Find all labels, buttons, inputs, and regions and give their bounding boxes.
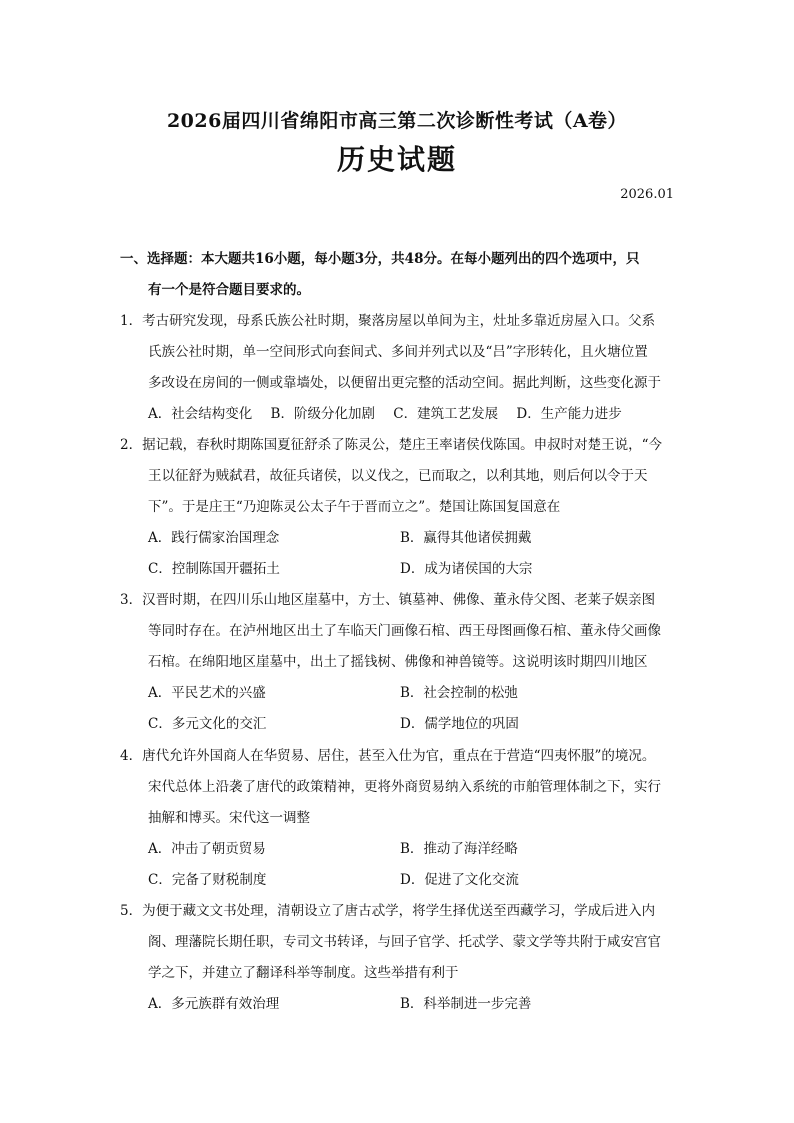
question-line: 2．据记载，春秋时期陈国夏征舒杀了陈灵公，楚庄王率诸侯伐陈国。申叔时对楚王说，“今 <box>120 437 662 453</box>
option-a: A．平民艺术的兴盛 <box>148 685 266 701</box>
option-d: D．成为诸侯国的大宗 <box>400 561 533 577</box>
question-line: 抽解和博买。宋代这一调整 <box>148 810 310 826</box>
options-row <box>120 554 676 585</box>
option-a: A．社会结构变化 <box>148 406 253 422</box>
question-5 <box>120 896 676 1020</box>
option-a: A．冲击了朝贡贸易 <box>148 841 266 857</box>
question-line: 下”。于是庄王“乃迎陈灵公太子午于晋而立之”。楚国让陈国复国意在 <box>148 499 561 515</box>
option-b: B．社会控制的松弛 <box>400 685 518 701</box>
question-line: 学之下，并建立了翻译科举等制度。这些举措有利于 <box>148 965 459 981</box>
options-row <box>120 865 676 896</box>
option-c: C．控制陈国开疆拓土 <box>148 561 280 577</box>
question-line: 宋代总体上沿袭了唐代的政策精神，更将外商贸易纳入系统的市舶管理体制之下，实行 <box>148 779 661 795</box>
options-row <box>120 834 676 865</box>
question-line: 王以征舒为贼弑君，故征兵诸侯，以义伐之，已而取之，以利其地，则后何以令于天 <box>148 468 648 484</box>
section-heading-line: 一、选择题：本大题共16小题，每小题3分，共48分。在每小题列出的四个选项中，只 <box>120 251 640 267</box>
exam-date: 2026.01 <box>620 187 674 202</box>
question-1 <box>120 306 676 430</box>
section-heading <box>120 244 676 306</box>
option-d: D．生产能力进步 <box>516 406 622 422</box>
option-d: D．儒学地位的巩固 <box>400 716 519 732</box>
option-b: B．科举制进一步完善 <box>400 996 532 1012</box>
question-line: 等同时存在。在泸州地区出土了车临天门画像石棺、西王母图画像石棺、董永侍父画像 <box>148 623 661 639</box>
question-line: 石棺。在绵阳地区崖墓中，出土了摇钱树、佛像和神兽镜等。这说明该时期四川地区 <box>148 654 648 670</box>
options-row <box>120 989 676 1020</box>
question-line: 4．唐代允许外国商人在华贸易、居住，甚至入仕为官，重点在于营造“四夷怀服”的境况。 <box>120 748 656 764</box>
option-c: C．建筑工艺发展 <box>393 406 499 422</box>
question-line: 多改设在房间的一侧或靠墙处，以便留出更完整的活动空间。据此判断，这些变化源于 <box>148 375 661 391</box>
subject-title: 历史试题 <box>336 143 457 176</box>
question-4 <box>120 741 676 896</box>
option-a: A．多元族群有效治理 <box>148 996 280 1012</box>
exam-title: 2026届四川省绵阳市高三第二次诊断性考试（A卷） <box>166 110 628 132</box>
option-b: B．赢得其他诸侯拥戴 <box>400 530 532 546</box>
option-c: C．完备了财税制度 <box>148 872 267 888</box>
question-line: 氏族公社时期，单一空间形式向套间式、多间并列式以及“吕”字形转化，且火塘位置 <box>148 344 648 360</box>
question-line: 5．为便于藏文文书处理，清朝设立了唐古忒学，将学生择优送至西藏学习，学成后进入内 <box>120 903 656 919</box>
question-2 <box>120 430 676 585</box>
question-3 <box>120 585 676 740</box>
options-row <box>120 523 676 554</box>
section-heading-line: 有一个是符合题目要求的。 <box>148 282 310 298</box>
option-d: D．促进了文化交流 <box>400 872 519 888</box>
question-line: 3．汉晋时期，在四川乐山地区崖墓中，方士、镇墓神、佛像、董永侍父图、老莱子娱亲图 <box>120 592 656 608</box>
question-line: 阁、理藩院长期任职，专司文书转译，与回子官学、托忒学、蒙文学等共附于咸安宫官 <box>148 934 661 950</box>
option-b: B．推动了海洋经略 <box>400 841 518 857</box>
option-b: B．阶级分化加剧 <box>270 406 375 422</box>
options-row <box>120 678 676 709</box>
option-a: A．践行儒家治国理念 <box>148 530 280 546</box>
options-row <box>120 399 676 430</box>
question-line: 1．考古研究发现，母系氏族公社时期，聚落房屋以单间为主，灶址多靠近房屋入口。父系 <box>120 313 656 329</box>
option-c: C．多元文化的交汇 <box>148 716 267 732</box>
options-row <box>120 709 676 740</box>
